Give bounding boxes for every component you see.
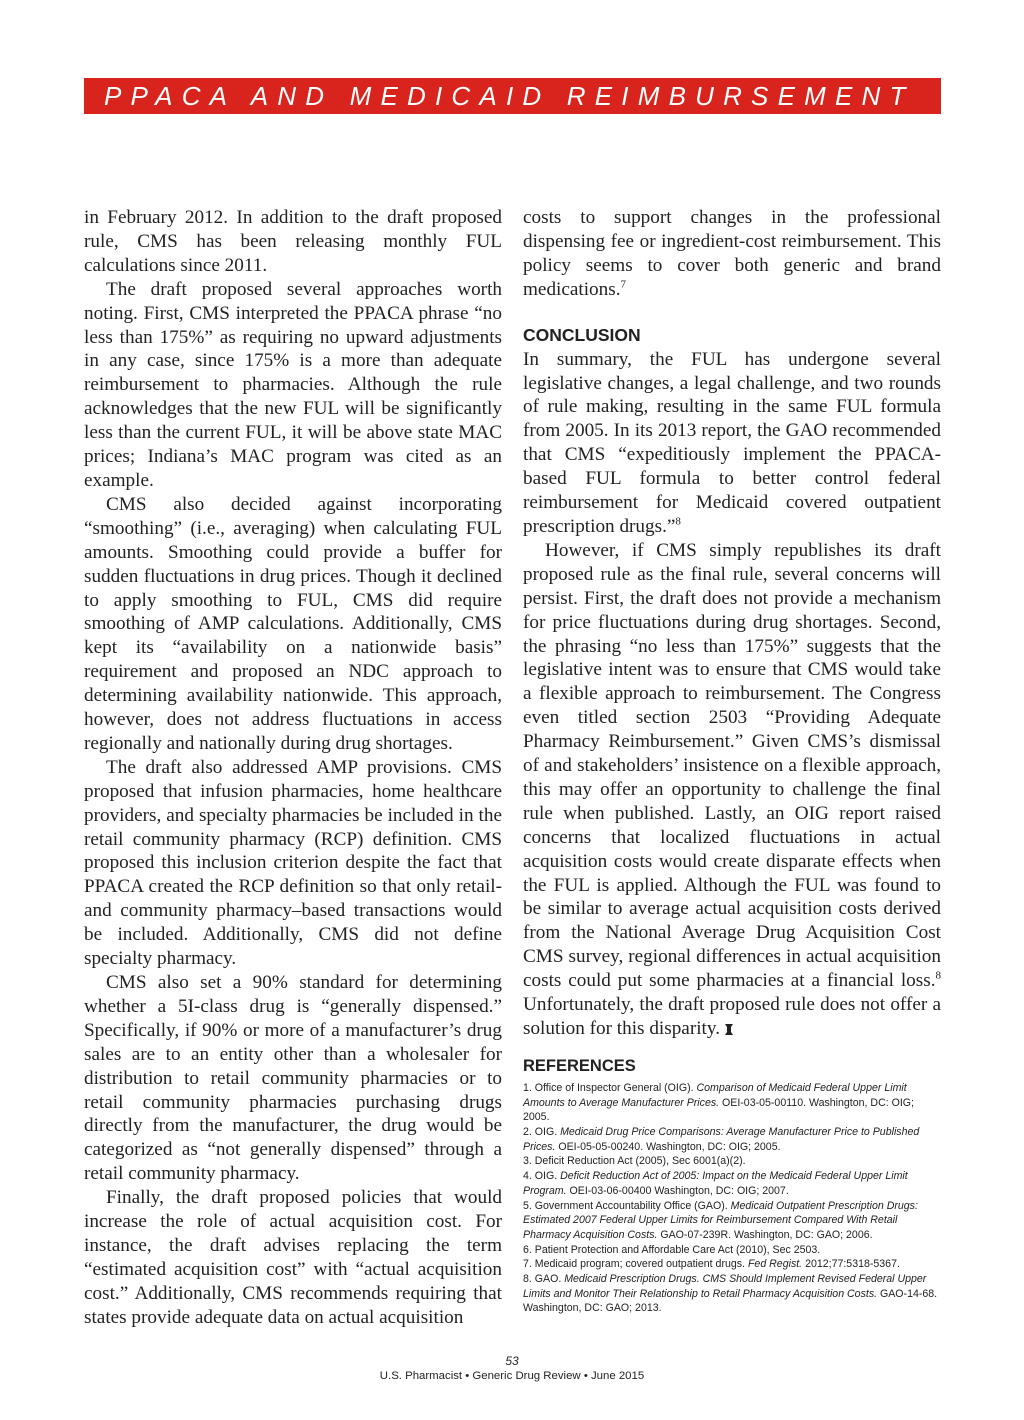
references-heading: REFERENCES — [523, 1056, 636, 1075]
reference-item — [523, 1154, 941, 1169]
reference-text: 2012;77:5318-5367. — [802, 1258, 900, 1271]
reference-title: Medicaid Outpatient Prescription Drugs: Estimated 2007 Federal Upper Limits for Reimbursement Compared With Retail Pharmacy Acquisition Costs. — [523, 1199, 918, 1241]
left-column — [84, 206, 502, 1330]
paragraph: Finally, the draft proposed policies that would increase the role of actual acquisition cost. For instance, the draft advises replacing the term “estimated acquisition cost” with “actual acquisition cost.” Additionally, CMS recommends requiring that states provide adequate data on actual acquisition — [84, 1187, 502, 1328]
reference-title: Medicaid Drug Price Comparisons: Average Manufacturer Price to Published Prices. — [523, 1126, 920, 1153]
paragraph-text: However, if CMS simply republishes its draft proposed rule as the final rule, several concerns will persist. First, the draft does not provide a mechanism for price fluctuations during drug shortages. Second, the phrasing “no less than 175%” suggests that the legislative intent was to ensure that CMS would take a flexible approach to reimbursement. The Congress even titled section 2503 “Providing Adequate Pharmacy Reimbursement.” Given CMS’s dismissal of and stakeholders’ insistence on a flexible approach, this may offer an opportunity to challenge the final rule when published. Lastly, an OIG report raised concerns that localized fluctuations in actual acquisition costs would create disparate effects when the FUL is applied. Although the FUL was found to be similar to average actual acquisition costs derived from the National Average Drug Acquisition Cost CMS survey, regional differences in actual acquisition costs could put some pharmacies at a financial loss. — [523, 539, 941, 992]
reference-text: 6. Patient Protection and Affordable Care Act (2010), Sec 2503. — [523, 1243, 821, 1256]
conclusion-heading: CONCLUSION — [523, 324, 641, 345]
citation-ref: 7 — [620, 278, 627, 291]
paragraph-text: costs to support changes in the professional dispensing fee or ingredient-cost reimbursement. This policy seems to cover both generic and brand medications. — [523, 207, 941, 300]
references-list — [523, 1081, 941, 1316]
reference-item — [523, 1081, 941, 1125]
publication-footer: U.S. Pharmacist • Generic Drug Review • June 2015 — [379, 1370, 645, 1382]
reference-text: 5. Government Accountability Office (GAO). — [523, 1199, 731, 1212]
page-number: 53 — [505, 1354, 519, 1368]
section-banner: PPACA AND MEDICAID REIMBURSEMENT — [84, 78, 941, 114]
paragraph-text: Unfortunately, the draft proposed rule does not offer a solution for this disparity. — [523, 994, 941, 1039]
reference-item — [523, 1169, 941, 1198]
paragraph: CMS also set a 90% standard for determining whether a 5I-class drug is “generally dispensed.” Specifically, if 90% or more of a manufacturer’s drug sales are to an entity other than a wholesaler for distribution to retail community pharmacies or to retail community pharmacies purchasing drugs directly from the manufacturer, the drug would be categorized as “not generally dispensed” through a retail community pharmacy. — [84, 972, 502, 1185]
paragraph: CMS also decided against incorporating “smoothing” (i.e., averaging) when calculating FUL amounts. Smoothing could provide a buffer for sudden fluctuations in drug prices. Though it declined to apply smoothing to FUL, CMS did require smoothing of AMP calculations. Additionally, CMS kept its “availability on a nationwide basis” requirement and proposed an NDC approach to determining availability nationwide. This approach, however, does not address fluctuations in access regionally and nationally during drug shortages. — [84, 493, 502, 754]
paragraph-text: In summary, the FUL has undergone several legislative changes, a legal challenge, and two rounds of rule making, resulting in the same FUL formula from 2005. In its 2013 report, the GAO recommended that CMS “expeditiously implement the PPACA-based FUL formula to better control federal reimbursement for Medicaid covered outpatient prescription drugs.” — [523, 348, 941, 537]
paragraph — [523, 206, 941, 302]
reference-item — [523, 1272, 941, 1316]
reference-title: Medicaid Prescription Drugs. CMS Should Implement Revised Federal Upper Limits and Monitor Their Relationship to Retail Pharmacy Acquisition Costs. — [523, 1273, 927, 1300]
reference-text: GAO-07-239R. Washington, DC: GAO; 2006. — [657, 1228, 873, 1241]
reference-text: GAO-14-68. Washington, DC: GAO; 2013. — [523, 1287, 938, 1315]
reference-item — [523, 1125, 941, 1154]
reference-text: OEI-03-06-00400 Washington, DC: OIG; 2007. — [566, 1184, 789, 1197]
reference-title: Deficit Reduction Act of 2005: Impact on the Medicaid Federal Upper Limit Program. — [523, 1170, 908, 1197]
citation-ref: 8 — [935, 969, 941, 982]
reference-text: OEI-05-05-00240. Washington, DC: OIG; 2005. — [555, 1140, 781, 1153]
reference-title: Fed Regist. — [747, 1258, 803, 1271]
citation-ref: 8 — [675, 515, 681, 528]
right-column — [523, 206, 941, 1316]
paragraph — [523, 348, 941, 539]
reference-item — [523, 1243, 941, 1258]
reference-text: 7. Medicaid program; covered outpatient drugs. — [523, 1258, 748, 1271]
reference-text: 8. GAO. — [523, 1273, 565, 1286]
paragraph — [523, 539, 941, 1041]
paragraph: The draft also addressed AMP provisions. CMS proposed that infusion pharmacies, home healthcare providers, and specialty pharmacies be included in the retail community pharmacy (RCP) definition. CMS proposed this inclusion criterion despite the fact that PPACA created the RCP definition so that only retail- and community pharmacy–based transactions would be included. Additionally, CMS did not define specialty pharmacy. — [84, 756, 502, 970]
reference-text: 1. Office of Inspector General (OIG). — [523, 1081, 697, 1094]
reference-title: Comparison of Medicaid Federal Upper Limit Amounts to Average Manufacturer Prices. — [523, 1081, 907, 1109]
reference-text: 4. OIG. — [523, 1170, 561, 1183]
reference-item — [523, 1199, 941, 1243]
reference-text: 3. Deficit Reduction Act (2005), Sec 6001(a)(2). — [523, 1155, 746, 1168]
reference-item — [523, 1257, 941, 1272]
reference-text: OEI-03-05-00110. Washington, DC: OIG; 2005. — [523, 1096, 914, 1124]
end-of-article-icon — [724, 1024, 734, 1035]
reference-text: 2. OIG. — [523, 1126, 561, 1139]
paragraph: in February 2012. In addition to the draft proposed rule, CMS has been releasing monthly FUL calculations since 2011. — [84, 207, 502, 276]
paragraph: The draft proposed several approaches worth noting. First, CMS interpreted the PPACA phrase “no less than 175%” as requiring no upward adjustments in any case, since 175% is a more than adequate reimbursement to pharmacies. Although the rule acknowledges that the new FUL will be significantly less than the current FUL, it will be above state MAC prices; Indiana’s MAC program was cited as an example. — [84, 278, 502, 491]
